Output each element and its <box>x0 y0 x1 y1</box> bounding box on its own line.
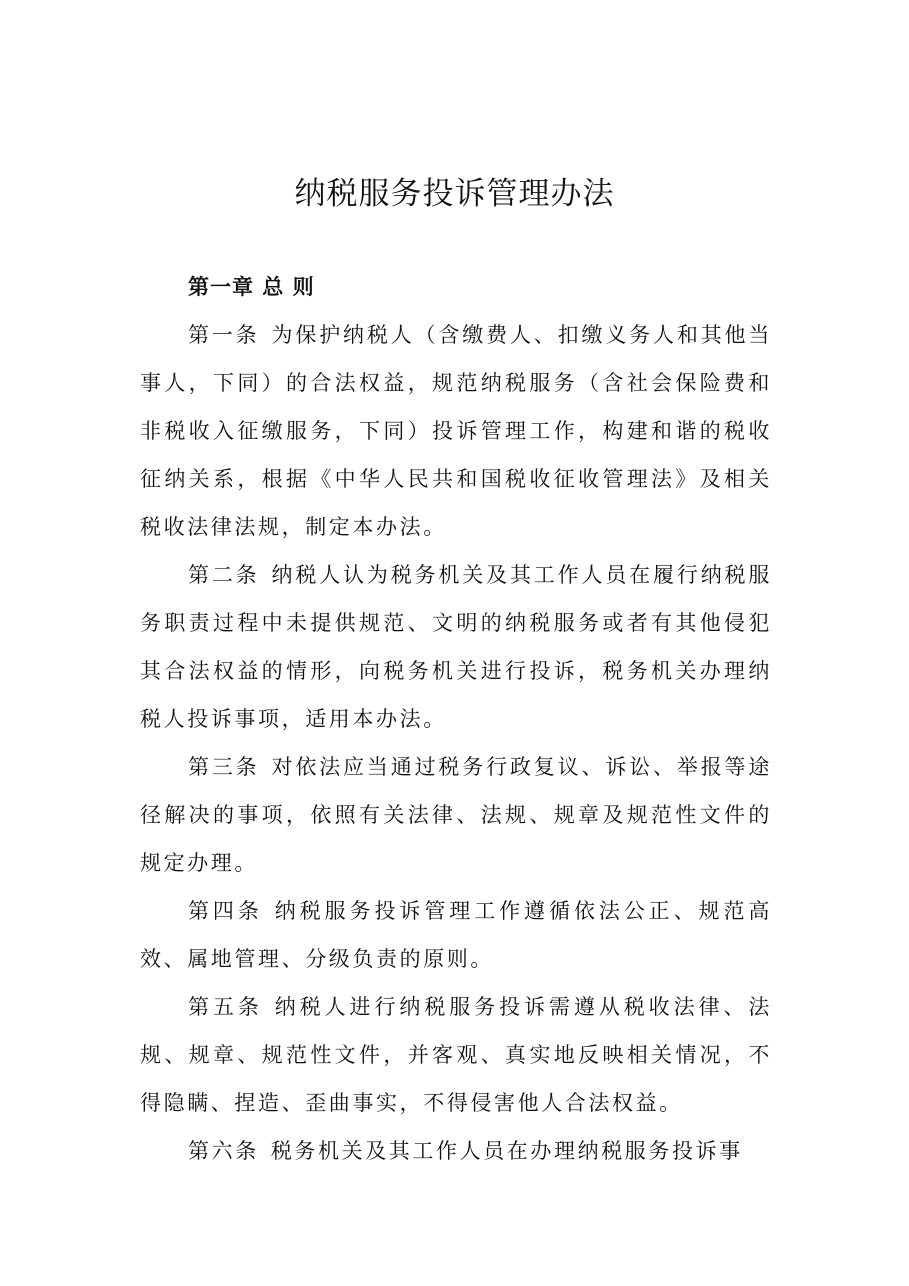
chapter-heading: 第一章 总 则 <box>188 275 315 299</box>
article-text: 纳税人进行纳税服务投诉需遵从税收法律、法规、规章、规范性文件，并客观、真实地反映相关情况，不得隐瞒、捏造、歪曲事实，不得侵害他人合法权益。 <box>140 995 772 1115</box>
document-title: 纳税服务投诉管理办法 <box>294 176 615 212</box>
document-body <box>140 263 772 1175</box>
article-text: 税务机关及其工作人员在办理纳税服务投诉事 <box>270 1139 743 1163</box>
article-text: 对依法应当通过税务行政复议、诉讼、举报等途径解决的事项，依照有关法律、法规、规章及规范性文件的规定办理。 <box>140 755 772 875</box>
article-3 <box>140 743 772 887</box>
article-number: 第五条 <box>188 995 263 1019</box>
article-1 <box>140 311 772 551</box>
article-number: 第一条 <box>188 323 260 347</box>
article-text: 纳税服务投诉管理工作遵循依法公正、规范高效、属地管理、分级负责的原则。 <box>140 899 772 971</box>
article-number: 第二条 <box>188 563 260 587</box>
article-6 <box>140 1127 772 1175</box>
article-text: 为保护纳税人（含缴费人、扣缴义务人和其他当事人，下同）的合法权益，规范纳税服务（含社会保险费和非税收入征缴服务，下同）投诉管理工作，构建和谐的税收征纳关系，根据《中华人民共和国税收征收管理法》及相关税收法律法规，制定本办法。 <box>140 323 772 539</box>
article-number: 第三条 <box>188 755 260 779</box>
article-5 <box>140 983 772 1127</box>
article-number: 第四条 <box>188 899 263 923</box>
article-4 <box>140 887 772 983</box>
article-number: 第六条 <box>188 1139 259 1163</box>
article-2 <box>140 551 772 743</box>
article-text: 纳税人认为税务机关及其工作人员在履行纳税服务职责过程中未提供规范、文明的纳税服务或者有其他侵犯其合法权益的情形，向税务机关进行投诉，税务机关办理纳税人投诉事项，适用本办法。 <box>140 563 772 731</box>
